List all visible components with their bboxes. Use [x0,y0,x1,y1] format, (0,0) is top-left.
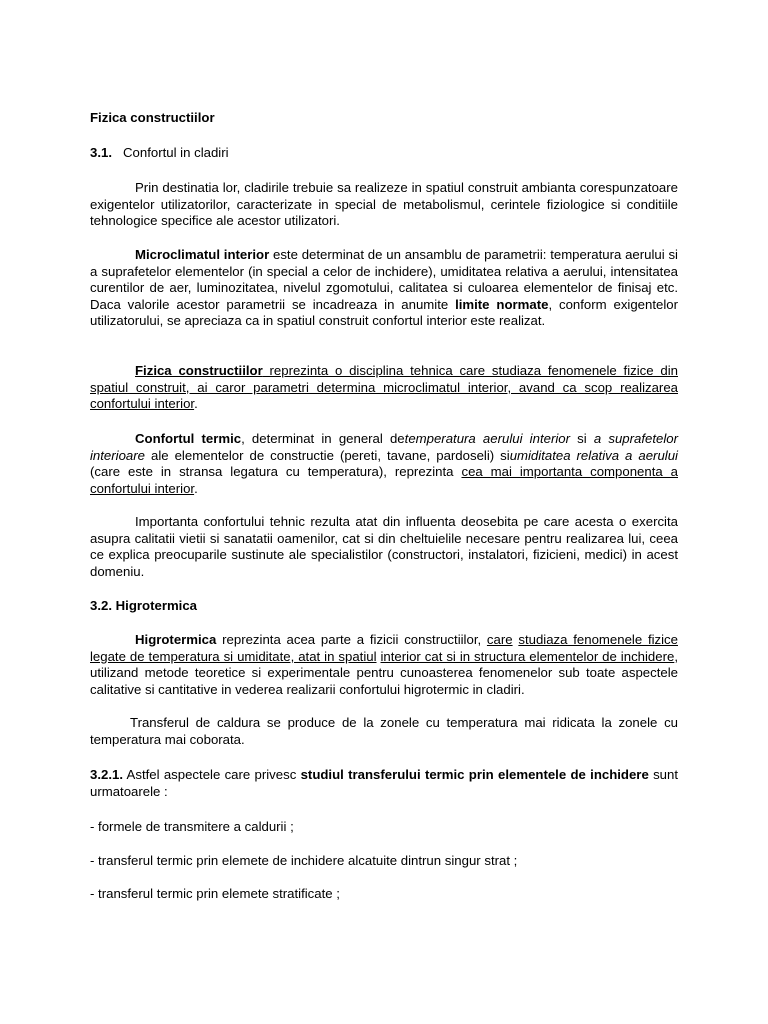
section-number: 3.1. [90,145,112,160]
paragraph-destinatia: Prin destinatia lor, cladirile trebuie sa realizeze in spatiul construit ambianta corespunzatoare exigentelor utilizatorilor, caracterizate in special de metabolismul, cerintele fiziologice si conditiile tehnologice specifice ale acestor utilizatori. [90,180,678,229]
term-fizica-constructiilor: Fizica constructiilor [135,363,263,378]
italic-term: umiditatea relativa a aerului [509,447,678,463]
paragraph-higrotermica [90,632,678,698]
text-span: ale elementelor de constructie (pereti, tavane, pardoseli) si [144,447,510,463]
text-span: . [194,480,198,496]
italic-term: temperatura aerului interior [404,431,570,446]
text-span: si [570,431,594,446]
paragraph-fizica [90,363,678,413]
document-title [90,110,678,127]
paragraph-transferul: Transferul de caldura se produce de la zonele cu temperatura mai ridicata la zonele cu temperatura mai coborata. [90,715,678,747]
term-studiul-transferului: studiul transferului termic prin elementele de inchidere [300,767,649,782]
underlined-phrase: cea mai importanta componenta a [461,464,678,480]
italic-term: a suprafetelor interioare [90,431,679,463]
underlined-phrase: interior cat si in structura elementelor de inchidere [380,648,675,664]
text-span: , determinat in general de [241,431,405,446]
term-confortul-termic: Confortul termic [135,431,242,446]
paragraph-importanta: Importanta confortului tehnic rezulta atat din influenta deosebita pe care acesta o exercita asupra calitatii vietii si sanatatii oamenilor, cat si din cheltuielile necesare pentru realizarea lui, ceea ce explica preocuparile sustinute ale specialistilor (constructori, instalatori, fizicieni, medici) in acest domeniu. [90,514,678,579]
underlined-definition: reprezinta o disciplina tehnica care studiaza fenomenele fizice din spatiul construit, ai caror parametri determina microclimatul interior, avand ca scop realizarea confortului interior [90,363,678,412]
section-heading-3-2 [90,598,678,615]
paragraph-3-2-1 [90,767,678,800]
text-span: , utilizand metode teoretice si experimentale pentru cunoasterea fenomenelor sub toate aspectele calitative si cantitative in vederea realizarii confortului higrotermic in cladiri. [90,648,678,697]
document-title-text: Fizica constructiilor [90,110,215,125]
text-span: reprezinta acea parte a fizicii constructiilor, [216,632,487,647]
term-limite-normate: limite normate [455,296,549,312]
term-microclimat: Microclimatul interior [135,247,270,262]
text-span: (care este in stransa legatura cu temperatura), reprezinta [90,464,462,480]
paragraph-microclimat [90,247,678,330]
list-item: - transferul termic prin elemete de inchidere alcatuite dintrun singur strat ; [90,853,518,868]
section-heading-3-2-text: 3.2. Higrotermica [90,598,198,613]
text-span: . [194,396,198,412]
text-span: este determinat de un ansamblu de parametrii: temperatura aerului si a suprafetelor elementelor (in special a celor de inchidere), umiditatea relativa a aerului, intensitatea curentilor de aer, luminozitatea, nivelul zgomotului, calitatea si culoarea elementelor de finisaj etc. Daca valorile acestor parametrii se incadreaza in anumite [90,247,678,312]
text-span: sunt urmatoarele : [90,767,678,799]
list-item: - transferul termic prin elemete stratificate ; [90,886,340,901]
paragraph-confort-termic [90,431,678,497]
section-title: Confortul in cladiri [123,145,229,160]
text-span: Astfel aspectele care privesc [123,767,301,782]
section-heading-3-1 [90,145,678,162]
underlined-phrase: studiaza fenomenele fizice legate de temperatura si umiditate, atat in spatiul [90,632,678,664]
list-item: - formele de transmitere a caldurii ; [90,819,294,834]
term-higrotermica: Higrotermica [135,632,217,647]
underlined-phrase: confortului interior [90,480,195,496]
text-span: , conform exigentelor utilizatorului, se apreciaza ca in spatiul construit confortul interior este realizat. [90,296,679,329]
subsection-number: 3.2.1. [90,767,123,782]
underlined-phrase: care [486,632,513,647]
